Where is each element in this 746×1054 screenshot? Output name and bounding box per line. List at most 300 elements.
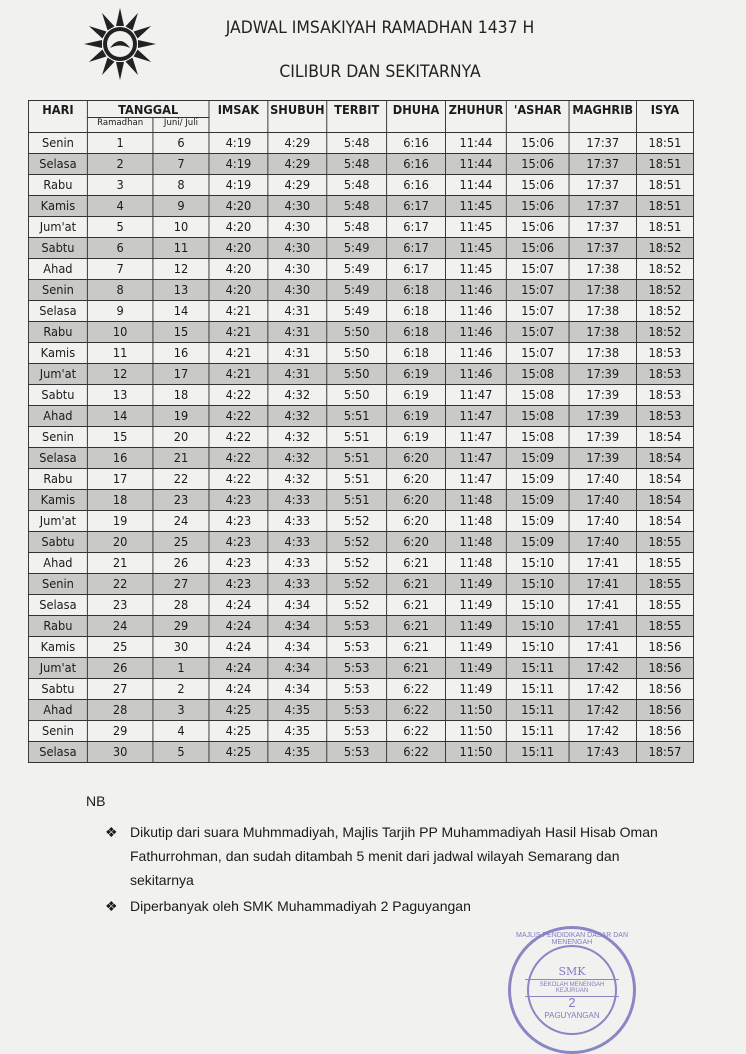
cell-ramadhan: 26 (87, 658, 153, 679)
cell-hari: Ahad (28, 406, 87, 427)
cell-imsak: 4:23 (209, 511, 268, 532)
cell-ashar: 15:06 (506, 175, 569, 196)
cell-terbit: 5:49 (327, 280, 387, 301)
cell-maghrib: 17:40 (569, 511, 636, 532)
cell-ashar: 15:10 (506, 637, 569, 658)
cell-maghrib: 17:42 (569, 700, 636, 721)
cell-ramadhan: 2 (87, 154, 153, 175)
cell-ashar: 15:06 (506, 217, 569, 238)
cell-zhuhur: 11:48 (446, 553, 507, 574)
cell-isya: 18:53 (636, 343, 693, 364)
cell-shubuh: 4:34 (268, 679, 327, 700)
cell-ramadhan: 16 (87, 448, 153, 469)
cell-hari: Selasa (28, 301, 87, 322)
cell-imsak: 4:24 (209, 679, 268, 700)
cell-ashar: 15:07 (506, 301, 569, 322)
cell-maghrib: 17:41 (569, 595, 636, 616)
cell-imsak: 4:23 (209, 532, 268, 553)
cell-maghrib: 17:42 (569, 658, 636, 679)
cell-shubuh: 4:30 (268, 196, 327, 217)
cell-dhuha: 6:19 (387, 385, 446, 406)
cell-shubuh: 4:30 (268, 280, 327, 301)
cell-hari: Rabu (28, 469, 87, 490)
cell-isya: 18:54 (636, 490, 693, 511)
cell-isya: 18:55 (636, 532, 693, 553)
cell-imsak: 4:20 (209, 259, 268, 280)
cell-zhuhur: 11:46 (446, 322, 507, 343)
cell-imsak: 4:24 (209, 658, 268, 679)
cell-dhuha: 6:19 (387, 406, 446, 427)
muhammadiyah-logo-icon (84, 8, 156, 80)
cell-maghrib: 17:39 (569, 406, 636, 427)
cell-ashar: 15:07 (506, 343, 569, 364)
cell-ramadhan: 21 (87, 553, 153, 574)
cell-juni-juli: 20 (153, 427, 209, 448)
cell-zhuhur: 11:47 (446, 427, 507, 448)
cell-maghrib: 17:41 (569, 574, 636, 595)
cell-terbit: 5:53 (327, 616, 387, 637)
table-row (28, 700, 693, 721)
cell-isya: 18:53 (636, 385, 693, 406)
cell-ashar: 15:10 (506, 616, 569, 637)
cell-ramadhan: 11 (87, 343, 153, 364)
cell-shubuh: 4:32 (268, 406, 327, 427)
cell-juni-juli: 5 (153, 742, 209, 763)
cell-imsak: 4:21 (209, 301, 268, 322)
cell-ramadhan: 20 (87, 532, 153, 553)
header-dhuha: DHUHA (387, 101, 446, 133)
header-ashar: 'ASHAR (506, 101, 569, 133)
cell-ramadhan: 18 (87, 490, 153, 511)
table-row (28, 175, 693, 196)
cell-hari: Rabu (28, 175, 87, 196)
cell-terbit: 5:51 (327, 469, 387, 490)
cell-dhuha: 6:20 (387, 469, 446, 490)
cell-dhuha: 6:22 (387, 700, 446, 721)
cell-imsak: 4:22 (209, 469, 268, 490)
cell-imsak: 4:25 (209, 700, 268, 721)
cell-isya: 18:56 (636, 637, 693, 658)
cell-hari: Senin (28, 574, 87, 595)
cell-zhuhur: 11:50 (446, 742, 507, 763)
cell-imsak: 4:22 (209, 406, 268, 427)
cell-zhuhur: 11:45 (446, 259, 507, 280)
cell-juni-juli: 27 (153, 574, 209, 595)
cell-terbit: 5:52 (327, 532, 387, 553)
cell-maghrib: 17:38 (569, 322, 636, 343)
note-item (105, 894, 665, 918)
cell-dhuha: 6:19 (387, 427, 446, 448)
cell-terbit: 5:49 (327, 301, 387, 322)
cell-isya: 18:57 (636, 742, 693, 763)
table-row (28, 553, 693, 574)
table-row (28, 742, 693, 763)
cell-ramadhan: 1 (87, 133, 153, 154)
cell-isya: 18:55 (636, 574, 693, 595)
school-stamp (508, 926, 636, 1054)
cell-dhuha: 6:17 (387, 238, 446, 259)
cell-juni-juli: 12 (153, 259, 209, 280)
cell-maghrib: 17:39 (569, 427, 636, 448)
cell-terbit: 5:49 (327, 259, 387, 280)
cell-juni-juli: 28 (153, 595, 209, 616)
cell-terbit: 5:50 (327, 364, 387, 385)
document-title: JADWAL IMSAKIYAH RAMADHAN 1437 H (225, 18, 535, 38)
cell-ramadhan: 4 (87, 196, 153, 217)
cell-hari: Kamis (28, 637, 87, 658)
header-zhuhur: ZHUHUR (446, 101, 507, 133)
cell-isya: 18:52 (636, 259, 693, 280)
cell-shubuh: 4:29 (268, 154, 327, 175)
cell-ashar: 15:09 (506, 511, 569, 532)
cell-isya: 18:52 (636, 238, 693, 259)
cell-zhuhur: 11:49 (446, 595, 507, 616)
cell-imsak: 4:21 (209, 364, 268, 385)
cell-imsak: 4:22 (209, 385, 268, 406)
note-text: Diperbanyak oleh SMK Muhammadiyah 2 Paguyangan (130, 898, 471, 914)
cell-isya: 18:55 (636, 553, 693, 574)
cell-terbit: 5:48 (327, 133, 387, 154)
cell-maghrib: 17:39 (569, 364, 636, 385)
cell-ramadhan: 12 (87, 364, 153, 385)
cell-shubuh: 4:31 (268, 364, 327, 385)
cell-shubuh: 4:34 (268, 616, 327, 637)
cell-shubuh: 4:32 (268, 448, 327, 469)
cell-terbit: 5:51 (327, 427, 387, 448)
cell-maghrib: 17:40 (569, 469, 636, 490)
table-row (28, 532, 693, 553)
cell-isya: 18:51 (636, 133, 693, 154)
cell-maghrib: 17:37 (569, 133, 636, 154)
cell-dhuha: 6:21 (387, 637, 446, 658)
cell-juni-juli: 1 (153, 658, 209, 679)
cell-juni-juli: 13 (153, 280, 209, 301)
table-row (28, 133, 693, 154)
cell-zhuhur: 11:45 (446, 238, 507, 259)
cell-hari: Senin (28, 280, 87, 301)
cell-hari: Selasa (28, 154, 87, 175)
cell-ramadhan: 24 (87, 616, 153, 637)
cell-dhuha: 6:21 (387, 595, 446, 616)
header-tanggal: TANGGAL (87, 101, 209, 118)
cell-imsak: 4:20 (209, 196, 268, 217)
cell-terbit: 5:53 (327, 721, 387, 742)
cell-imsak: 4:19 (209, 133, 268, 154)
cell-hari: Senin (28, 133, 87, 154)
cell-juni-juli: 2 (153, 679, 209, 700)
cell-shubuh: 4:31 (268, 301, 327, 322)
cell-juni-juli: 15 (153, 322, 209, 343)
cell-isya: 18:56 (636, 721, 693, 742)
cell-imsak: 4:21 (209, 343, 268, 364)
cell-juni-juli: 17 (153, 364, 209, 385)
cell-hari: Jum'at (28, 217, 87, 238)
cell-hari: Kamis (28, 196, 87, 217)
header-hari: HARI (28, 101, 87, 133)
cell-terbit: 5:48 (327, 196, 387, 217)
stamp-ring-text: MAJLIS PENDIDIKAN DASAR DAN MENENGAH (515, 932, 629, 946)
cell-maghrib: 17:43 (569, 742, 636, 763)
cell-hari: Sabtu (28, 532, 87, 553)
cell-dhuha: 6:17 (387, 259, 446, 280)
cell-dhuha: 6:21 (387, 553, 446, 574)
cell-hari: Selasa (28, 742, 87, 763)
header-maghrib: MAGHRIB (569, 101, 636, 133)
cell-hari: Ahad (28, 259, 87, 280)
cell-isya: 18:55 (636, 616, 693, 637)
stamp-center-text: SMK (558, 965, 586, 978)
cell-terbit: 5:50 (327, 385, 387, 406)
cell-dhuha: 6:18 (387, 301, 446, 322)
cell-imsak: 4:23 (209, 574, 268, 595)
cell-maghrib: 17:40 (569, 490, 636, 511)
cell-juni-juli: 6 (153, 133, 209, 154)
cell-ashar: 15:08 (506, 427, 569, 448)
table-row (28, 721, 693, 742)
cell-imsak: 4:24 (209, 637, 268, 658)
cell-imsak: 4:25 (209, 721, 268, 742)
cell-imsak: 4:25 (209, 742, 268, 763)
cell-shubuh: 4:34 (268, 637, 327, 658)
table-row (28, 490, 693, 511)
cell-shubuh: 4:33 (268, 553, 327, 574)
cell-juni-juli: 7 (153, 154, 209, 175)
cell-isya: 18:51 (636, 196, 693, 217)
cell-maghrib: 17:38 (569, 259, 636, 280)
cell-dhuha: 6:16 (387, 133, 446, 154)
cell-ramadhan: 14 (87, 406, 153, 427)
cell-hari: Selasa (28, 448, 87, 469)
cell-isya: 18:52 (636, 322, 693, 343)
cell-dhuha: 6:16 (387, 154, 446, 175)
cell-isya: 18:53 (636, 406, 693, 427)
cell-imsak: 4:24 (209, 616, 268, 637)
cell-hari: Senin (28, 721, 87, 742)
cell-juni-juli: 3 (153, 700, 209, 721)
cell-imsak: 4:22 (209, 448, 268, 469)
cell-terbit: 5:50 (327, 322, 387, 343)
cell-terbit: 5:49 (327, 238, 387, 259)
cell-dhuha: 6:16 (387, 175, 446, 196)
cell-zhuhur: 11:49 (446, 616, 507, 637)
cell-zhuhur: 11:46 (446, 364, 507, 385)
notes-list (105, 820, 665, 920)
cell-ashar: 15:09 (506, 490, 569, 511)
cell-dhuha: 6:20 (387, 448, 446, 469)
cell-isya: 18:56 (636, 700, 693, 721)
cell-hari: Sabtu (28, 238, 87, 259)
cell-hari: Ahad (28, 553, 87, 574)
header-imsak: IMSAK (209, 101, 268, 133)
cell-ramadhan: 27 (87, 679, 153, 700)
stamp-place: PAGUYANGAN (544, 1011, 600, 1020)
cell-zhuhur: 11:49 (446, 679, 507, 700)
cell-zhuhur: 11:48 (446, 532, 507, 553)
cell-hari: Sabtu (28, 385, 87, 406)
cell-juni-juli: 14 (153, 301, 209, 322)
cell-shubuh: 4:30 (268, 238, 327, 259)
cell-terbit: 5:53 (327, 679, 387, 700)
table-row (28, 616, 693, 637)
table-row (28, 574, 693, 595)
cell-zhuhur: 11:45 (446, 196, 507, 217)
table-row (28, 385, 693, 406)
cell-terbit: 5:51 (327, 448, 387, 469)
cell-ashar: 15:09 (506, 448, 569, 469)
cell-terbit: 5:53 (327, 658, 387, 679)
cell-juni-juli: 19 (153, 406, 209, 427)
cell-terbit: 5:53 (327, 637, 387, 658)
cell-terbit: 5:52 (327, 595, 387, 616)
cell-shubuh: 4:33 (268, 574, 327, 595)
table-row (28, 301, 693, 322)
cell-terbit: 5:52 (327, 511, 387, 532)
cell-ashar: 15:09 (506, 469, 569, 490)
cell-maghrib: 17:37 (569, 154, 636, 175)
cell-isya: 18:52 (636, 301, 693, 322)
header-juni-juli: Juni/ Juli (153, 118, 209, 133)
cell-shubuh: 4:33 (268, 511, 327, 532)
cell-ashar: 15:10 (506, 595, 569, 616)
cell-dhuha: 6:18 (387, 280, 446, 301)
table-row (28, 196, 693, 217)
cell-maghrib: 17:41 (569, 553, 636, 574)
cell-isya: 18:54 (636, 511, 693, 532)
cell-ramadhan: 30 (87, 742, 153, 763)
cell-ashar: 15:08 (506, 364, 569, 385)
cell-zhuhur: 11:46 (446, 301, 507, 322)
imsakiyah-schedule-table (28, 100, 694, 763)
cell-juni-juli: 8 (153, 175, 209, 196)
cell-dhuha: 6:17 (387, 196, 446, 217)
cell-imsak: 4:21 (209, 322, 268, 343)
cell-terbit: 5:50 (327, 343, 387, 364)
cell-zhuhur: 11:45 (446, 217, 507, 238)
cell-shubuh: 4:32 (268, 469, 327, 490)
cell-ramadhan: 13 (87, 385, 153, 406)
cell-shubuh: 4:32 (268, 385, 327, 406)
cell-maghrib: 17:41 (569, 616, 636, 637)
note-item (105, 820, 665, 892)
cell-shubuh: 4:34 (268, 658, 327, 679)
cell-juni-juli: 10 (153, 217, 209, 238)
bullet-icon: ❖ (105, 824, 118, 840)
cell-zhuhur: 11:48 (446, 511, 507, 532)
cell-zhuhur: 11:47 (446, 385, 507, 406)
cell-shubuh: 4:29 (268, 133, 327, 154)
cell-ashar: 15:06 (506, 196, 569, 217)
cell-shubuh: 4:35 (268, 700, 327, 721)
cell-ramadhan: 17 (87, 469, 153, 490)
cell-juni-juli: 16 (153, 343, 209, 364)
cell-isya: 18:52 (636, 280, 693, 301)
cell-ashar: 15:09 (506, 532, 569, 553)
cell-ramadhan: 19 (87, 511, 153, 532)
cell-shubuh: 4:30 (268, 217, 327, 238)
cell-ashar: 15:11 (506, 742, 569, 763)
table-row (28, 364, 693, 385)
cell-imsak: 4:19 (209, 154, 268, 175)
cell-ashar: 15:10 (506, 553, 569, 574)
cell-zhuhur: 11:47 (446, 448, 507, 469)
cell-ashar: 15:06 (506, 154, 569, 175)
bullet-icon: ❖ (105, 898, 118, 914)
cell-terbit: 5:53 (327, 700, 387, 721)
table-row (28, 427, 693, 448)
cell-dhuha: 6:20 (387, 511, 446, 532)
cell-ashar: 15:11 (506, 700, 569, 721)
cell-maghrib: 17:38 (569, 301, 636, 322)
header-shubuh: SHUBUH (268, 101, 327, 133)
table-row (28, 280, 693, 301)
cell-ramadhan: 5 (87, 217, 153, 238)
cell-hari: Ahad (28, 700, 87, 721)
cell-imsak: 4:23 (209, 553, 268, 574)
cell-isya: 18:54 (636, 427, 693, 448)
cell-ramadhan: 15 (87, 427, 153, 448)
cell-hari: Rabu (28, 616, 87, 637)
cell-maghrib: 17:37 (569, 217, 636, 238)
cell-isya: 18:56 (636, 658, 693, 679)
cell-hari: Jum'at (28, 364, 87, 385)
cell-dhuha: 6:21 (387, 658, 446, 679)
cell-hari: Jum'at (28, 658, 87, 679)
cell-zhuhur: 11:49 (446, 574, 507, 595)
cell-dhuha: 6:21 (387, 574, 446, 595)
cell-ashar: 15:07 (506, 322, 569, 343)
cell-ashar: 15:06 (506, 133, 569, 154)
cell-imsak: 4:20 (209, 280, 268, 301)
stamp-number: 2 (568, 995, 576, 1010)
cell-dhuha: 6:22 (387, 742, 446, 763)
table-row (28, 637, 693, 658)
table-row (28, 406, 693, 427)
cell-dhuha: 6:20 (387, 490, 446, 511)
cell-shubuh: 4:35 (268, 742, 327, 763)
cell-imsak: 4:24 (209, 595, 268, 616)
cell-ramadhan: 28 (87, 700, 153, 721)
cell-ashar: 15:11 (506, 721, 569, 742)
cell-isya: 18:54 (636, 469, 693, 490)
header-isya: ISYA (636, 101, 693, 133)
cell-isya: 18:51 (636, 154, 693, 175)
cell-imsak: 4:22 (209, 427, 268, 448)
cell-zhuhur: 11:49 (446, 637, 507, 658)
cell-juni-juli: 26 (153, 553, 209, 574)
cell-dhuha: 6:19 (387, 364, 446, 385)
cell-isya: 18:53 (636, 364, 693, 385)
cell-ashar: 15:11 (506, 658, 569, 679)
table-row (28, 343, 693, 364)
cell-maghrib: 17:37 (569, 196, 636, 217)
cell-isya: 18:55 (636, 595, 693, 616)
cell-isya: 18:51 (636, 175, 693, 196)
cell-terbit: 5:48 (327, 217, 387, 238)
table-row (28, 238, 693, 259)
cell-ramadhan: 22 (87, 574, 153, 595)
cell-shubuh: 4:33 (268, 532, 327, 553)
cell-shubuh: 4:31 (268, 343, 327, 364)
cell-zhuhur: 11:44 (446, 175, 507, 196)
cell-terbit: 5:48 (327, 175, 387, 196)
cell-dhuha: 6:18 (387, 322, 446, 343)
cell-ramadhan: 6 (87, 238, 153, 259)
table-row (28, 154, 693, 175)
table-row (28, 259, 693, 280)
cell-ramadhan: 8 (87, 280, 153, 301)
cell-dhuha: 6:22 (387, 679, 446, 700)
cell-isya: 18:51 (636, 217, 693, 238)
